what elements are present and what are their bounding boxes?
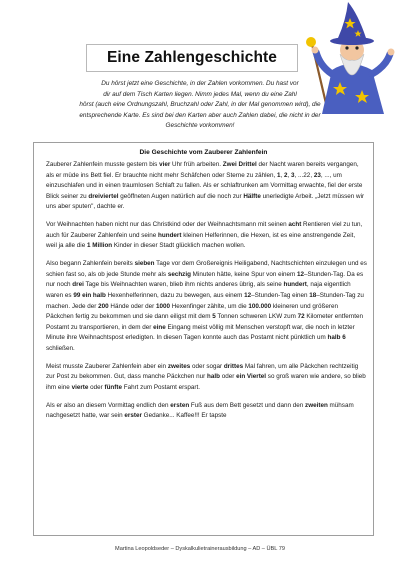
text-run: Als er also an diesem Vormittag endlich den bbox=[46, 401, 171, 409]
text-run: Fahrt zum Postamt erspart. bbox=[121, 383, 201, 391]
intro-line: dir auf dem Tisch Karten liegen. Nimm jedes Mal, wenn du eine Zahl bbox=[103, 90, 297, 98]
number-word: 12 bbox=[244, 291, 252, 299]
story-paragraph bbox=[46, 220, 367, 252]
text-run: geöffneten Augen natürlich auf die noch zur bbox=[118, 192, 244, 200]
number-word: erster bbox=[124, 412, 142, 420]
text-run: Meist musste Zauberer Zahlenfein aber ein bbox=[46, 362, 168, 370]
title-box bbox=[86, 44, 298, 72]
number-word: halb bbox=[207, 373, 220, 381]
number-word: 12 bbox=[296, 270, 304, 278]
story-paragraph bbox=[46, 160, 367, 213]
text-run: Also begann Zahlenfein bereits bbox=[46, 260, 135, 268]
story-paragraph bbox=[46, 401, 367, 422]
intro-line: entsprechende Karte. Es sind bei den Karten aber auch Zahlen dabei, die nicht in der bbox=[79, 111, 321, 119]
text-run: , ...22, bbox=[294, 171, 314, 179]
text-run: oder bbox=[88, 383, 105, 391]
text-run: Zauberer Zahlenfein musste gestern bis bbox=[46, 161, 160, 168]
number-word: Zwei Drittel bbox=[222, 161, 257, 168]
number-word: dreiviertel bbox=[88, 192, 119, 200]
number-word: halb 6 bbox=[327, 334, 346, 342]
text-run: Hände oder der bbox=[108, 302, 156, 310]
story-body bbox=[34, 160, 373, 422]
text-run: Tage bis Weihnachten waren, blieb ihm nichts anderes übrig, als seine bbox=[83, 281, 284, 289]
staff-orb bbox=[306, 37, 316, 47]
text-run: Hexenfinger zählte, um die bbox=[169, 302, 249, 310]
text-run: –Stunden-Tag einen bbox=[251, 291, 310, 299]
text-run: schließen. bbox=[46, 344, 75, 352]
page-title: Eine Zahlengeschichte bbox=[106, 49, 278, 66]
number-word: Hälfte bbox=[243, 192, 261, 200]
text-run: Kinder in dieser Stadt glücklich machen wollen. bbox=[112, 242, 246, 250]
text-run: Hexenhelferinnen, dazu zu bewegen, aus einem bbox=[105, 291, 245, 299]
number-word: 1 Million bbox=[86, 242, 113, 250]
footer: Martina Leopoldseder – Dyskalkulietrainerausbildung – AD – ÜBL 79 bbox=[115, 546, 285, 552]
number-word: vier bbox=[159, 161, 171, 168]
number-word: 23 bbox=[313, 171, 321, 179]
number-word: 2 bbox=[284, 171, 288, 179]
text-run: Gedanke... Kaffee!!! Er tapste bbox=[141, 412, 227, 420]
text-run: Tage vor dem Großereignis Heiligabend, Nachtschichten einzulegen und es schien fast so, als ob jede Stunde mehr als bbox=[46, 260, 367, 278]
text-run: Rentieren viel zu tun, auch für Zauberer Zahlenfein und seine bbox=[46, 221, 363, 239]
number-word: hundert bbox=[158, 231, 182, 239]
number-word: 100.000 bbox=[248, 302, 272, 310]
text-run: Tonnen schweren LKW zum bbox=[215, 313, 298, 321]
intro-line: hörst (auch eine Ordnungszahl, Bruchzahl oder Zahl, in der Mal genommen wird), die bbox=[79, 101, 321, 109]
number-word: drei bbox=[72, 281, 84, 289]
number-word: sieben bbox=[134, 260, 155, 268]
number-word: acht bbox=[288, 221, 302, 229]
number-word: 72 bbox=[297, 313, 305, 321]
text-run: oder bbox=[219, 373, 237, 381]
number-word: sechzig bbox=[167, 270, 191, 278]
number-word: 3 bbox=[291, 171, 295, 179]
text-run: Mal fahren, um alle Päckchen rechtzeitig zur Post zu bekommen. Gut, dass manche Päckchen nur bbox=[46, 362, 359, 381]
number-word: eine bbox=[153, 323, 166, 331]
intro-line: Du hörst jetzt eine Geschichte, in der Zahlen vorkommen. Du hast vor bbox=[101, 80, 299, 87]
number-word: zweites bbox=[167, 362, 191, 370]
number-word: 200 bbox=[98, 302, 109, 310]
number-word: ein Viertel bbox=[236, 373, 267, 381]
number-word: zweiten bbox=[305, 401, 328, 409]
number-word: 1 bbox=[277, 171, 281, 179]
number-word: fünfte bbox=[104, 383, 122, 391]
text-run: Eingang meist völlig mit Menschen verstopft war, die noch in letzter Minute ihre Weihnachtspost erledigten. In diesen Tagen konnte auch das Postamt nicht pünktlich um bbox=[46, 323, 355, 342]
text-run: oder sogar bbox=[190, 362, 224, 370]
text-run: Fuß aus dem Bett gesetzt und dann den bbox=[189, 401, 306, 409]
text-run: kleinen Helferinnen, die Hexen, ist es eine anstrengende Zeit, weil ja alle die bbox=[46, 231, 356, 250]
text-run: Vor Weihnachten haben nicht nur das Christkind oder der Weihnachtsmann mit seinen bbox=[46, 221, 289, 229]
number-word: 99 ein halb bbox=[73, 291, 106, 299]
text-run: , naja eigentlich waren es bbox=[46, 281, 351, 299]
text-run: –Stunden-Tag. Da es nur noch bbox=[46, 270, 364, 289]
text-run: kleineren und größeren Päckchen fertig zu bekommen und sie dann eiligst mit dem bbox=[46, 302, 338, 321]
story-paragraph bbox=[46, 259, 367, 354]
story-title: Die Geschichte vom Zauberer Zahlenfein bbox=[139, 149, 268, 156]
text-run: , bbox=[287, 171, 292, 179]
intro-line: Geschichte vorkommen! bbox=[165, 122, 235, 130]
intro-text bbox=[22, 79, 378, 132]
number-word: vierte bbox=[71, 383, 89, 391]
text-run: mühsam nachgesetzt hatte, war sein bbox=[46, 401, 354, 420]
text-run: , bbox=[280, 171, 285, 179]
text-run: , ..., um einzuschlafen und in einen traumlosen Schlaft zu fallen. Als er schlaftrunken am Vormittag erwachte, fiel der erste Blick seiner zu bbox=[46, 171, 363, 200]
number-word: ersten bbox=[170, 401, 190, 409]
number-word: 5 bbox=[212, 313, 216, 321]
number-word: drittes bbox=[223, 362, 244, 370]
text-run: so groß waren wie andere, so blieb ihm eine bbox=[46, 373, 366, 391]
number-word: 18 bbox=[309, 291, 317, 299]
text-run: der Nacht waren bereits vergangen, als er müde ins Bett fiel. Er brauchte nicht mehr Schäfchen oder Sterne zu zählen, bbox=[46, 161, 359, 179]
text-run: Kilometer entfernten Postamt zu transportieren, in dem der bbox=[46, 313, 364, 331]
number-word: hundert bbox=[283, 281, 307, 289]
story-paragraph bbox=[46, 362, 367, 394]
text-run: Uhr früh arbeiten. bbox=[170, 161, 223, 168]
text-run: unerledigte Arbeit. „Jetzt müssen wir uns aber sputen", dachte er. bbox=[46, 192, 365, 211]
text-run: Minuten hätte, keine Spur von einem bbox=[190, 270, 297, 278]
story-box bbox=[33, 142, 374, 536]
text-run: –Stunden-Tag zu machen. Jede der bbox=[46, 291, 364, 310]
number-word: 1000 bbox=[155, 302, 170, 310]
